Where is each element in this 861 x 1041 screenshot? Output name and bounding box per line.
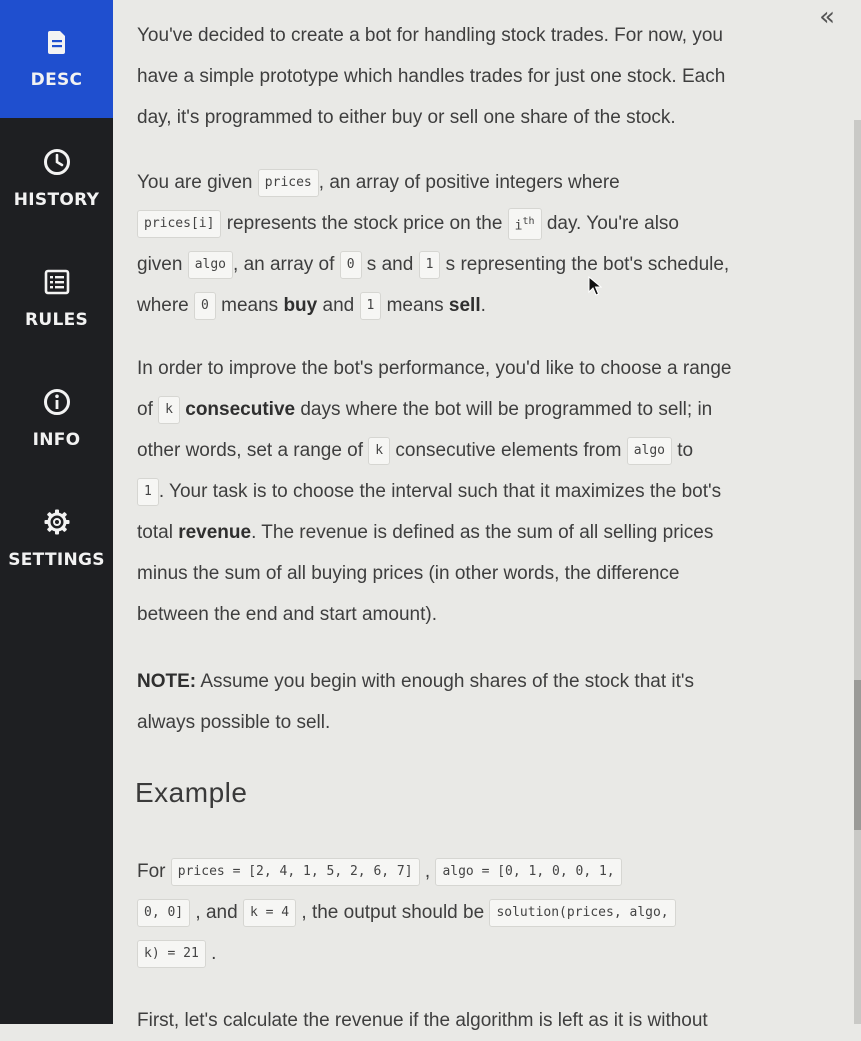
sidebar-item-settings[interactable] (0, 480, 113, 598)
sidebar-item-label: SETTINGS (8, 550, 105, 570)
task-paragraph (137, 348, 827, 635)
bold-text: consecutive (185, 399, 296, 420)
text-line (137, 285, 827, 326)
text-line (137, 203, 827, 244)
inline-code: prices (258, 169, 319, 197)
text: , (424, 861, 431, 882)
gear-icon (43, 508, 71, 536)
sidebar-item-desc[interactable] (0, 0, 113, 118)
text-line (137, 933, 827, 974)
inline-code: prices[i] (137, 210, 221, 238)
inline-code: 1 (137, 478, 159, 506)
input-paragraph (137, 162, 827, 326)
note-label: NOTE: (137, 671, 197, 692)
sidebar-item-info[interactable] (0, 360, 113, 478)
text: represents the stock price on the (226, 213, 503, 234)
description-panel (113, 0, 861, 1031)
text: . (211, 943, 217, 964)
text: given (137, 254, 183, 275)
inline-code: 0 (194, 292, 216, 320)
inline-code: 0, 0] (137, 899, 190, 927)
bold-text: sell (448, 295, 481, 316)
inline-code: 1 (360, 292, 382, 320)
text: , and (195, 902, 238, 923)
mouse-cursor-icon (588, 276, 602, 296)
inline-code: algo (627, 437, 672, 465)
text: . Your task is to choose the interval such that it maximizes the bot's (158, 481, 722, 502)
text: For (137, 861, 166, 882)
truncated-paragraph (137, 1000, 827, 1041)
sidebar-item-label: RULES (24, 310, 89, 330)
text: to (677, 440, 694, 461)
text: days where the bot will be programmed to sell; in (300, 399, 713, 420)
text: , an array of positive integers where (318, 172, 620, 193)
sidebar-item-history[interactable] (0, 120, 113, 238)
sidebar (0, 0, 113, 1024)
sidebar-item-label: DESC (30, 70, 83, 90)
collapse-panel-button[interactable]: « (819, 2, 835, 32)
text-line (137, 892, 827, 933)
sidebar-item-rules[interactable] (0, 240, 113, 358)
text-line (137, 244, 827, 285)
inline-code: k (158, 396, 180, 424)
text-line (137, 389, 827, 430)
inline-code: 0 (340, 251, 362, 279)
inline-code: k (368, 437, 390, 465)
document-icon (43, 28, 71, 56)
example-heading: Example (135, 777, 248, 808)
bold-text: buy (283, 295, 318, 316)
text-line (137, 471, 827, 512)
scrollbar-thumb[interactable] (854, 680, 861, 830)
text-line: day, it's programmed to either buy or sell one share of the stock. (137, 107, 676, 128)
text: means (221, 295, 279, 316)
text-line (137, 162, 827, 203)
text: Assume you begin with enough shares of the stock that it's (196, 671, 695, 692)
text: where (137, 295, 189, 316)
inline-code: algo = [0, 1, 0, 0, 1, (435, 858, 621, 886)
superscript: th (522, 215, 535, 227)
text: consecutive elements from (395, 440, 622, 461)
sidebar-item-label: HISTORY (13, 190, 100, 210)
inline-code: k = 4 (243, 899, 296, 927)
info-icon (43, 388, 71, 416)
inline-code: algo (188, 251, 233, 279)
text-line (137, 512, 827, 553)
text: of (137, 399, 153, 420)
scrollbar[interactable] (854, 120, 861, 1024)
text-line: minus the sum of all buying prices (in other words, the difference (137, 563, 680, 584)
text: s representing the bot's schedule, (445, 254, 730, 275)
text: means (386, 295, 444, 316)
text: total (137, 522, 173, 543)
text: . (480, 295, 486, 316)
text-line (137, 851, 827, 892)
text: You are given (137, 172, 253, 193)
text: and (322, 295, 355, 316)
code-text: i (514, 218, 523, 234)
text-line: In order to improve the bot's performance, you'd like to choose a range (137, 358, 732, 379)
text: . The revenue is defined as the sum of all selling prices (251, 522, 714, 543)
bold-text: revenue (178, 522, 252, 543)
text-line: between the end and start amount). (137, 604, 437, 625)
text-line: You've decided to create a bot for handling stock trades. For now, you (137, 25, 723, 46)
text: day. You're also (546, 213, 679, 234)
inline-code: k) = 21 (137, 940, 206, 968)
text-line: First, let's calculate the revenue if the algorithm is left as it is without (137, 1010, 708, 1031)
note-paragraph (137, 661, 827, 743)
text: other words, set a range of (137, 440, 364, 461)
intro-paragraph (137, 15, 827, 138)
list-icon (43, 268, 71, 296)
text: , an array of (233, 254, 335, 275)
inline-code: prices = [2, 4, 1, 5, 2, 6, 7] (171, 858, 420, 886)
text: , the output should be (301, 902, 485, 923)
clock-icon (43, 148, 71, 176)
text-line (137, 430, 827, 471)
sidebar-item-label: INFO (32, 430, 81, 450)
inline-code (508, 208, 542, 240)
text-line (137, 661, 827, 702)
inline-code: 1 (419, 251, 441, 279)
text-line: always possible to sell. (137, 712, 331, 733)
text-line: have a simple prototype which handles trades for just one stock. Each (137, 66, 726, 87)
text: s and (366, 254, 414, 275)
inline-code: solution(prices, algo, (489, 899, 675, 927)
example-paragraph (137, 851, 827, 974)
